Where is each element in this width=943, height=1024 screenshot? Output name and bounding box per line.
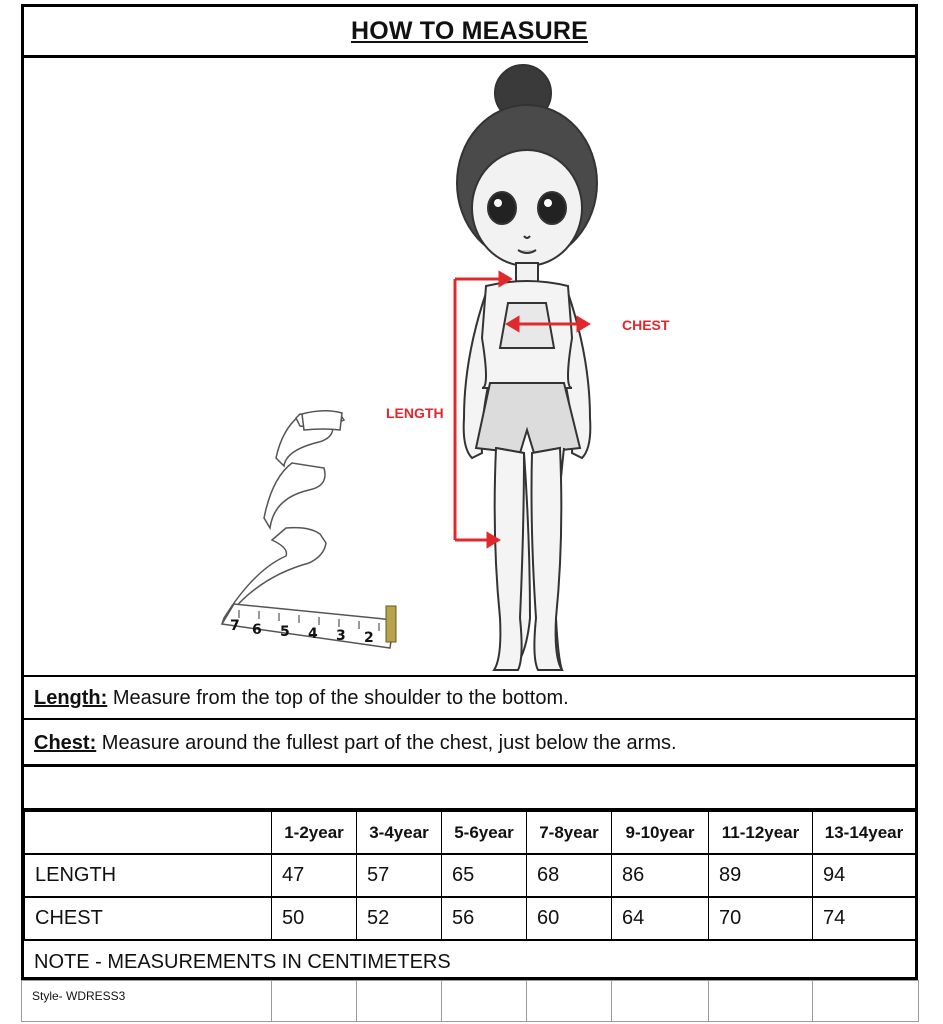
- blank-cell: [612, 981, 709, 1022]
- table-cell: 56: [442, 897, 527, 940]
- table-row: [25, 897, 916, 940]
- header-empty-cell: [25, 811, 272, 854]
- chest-heading: Chest:: [34, 732, 97, 754]
- length-label: LENGTH: [386, 405, 444, 421]
- table-cell: 60: [527, 897, 612, 940]
- column-header: 11-12year: [709, 811, 813, 854]
- style-code: Style- WDRESS3: [22, 981, 272, 1022]
- blank-cell: [527, 981, 612, 1022]
- style-code-table: [21, 980, 919, 1022]
- column-header: 1-2year: [272, 811, 357, 854]
- measurement-illustration: [24, 58, 915, 675]
- measurement-note: NOTE - MEASUREMENTS IN CENTIMETERS: [34, 951, 451, 973]
- table-cell: 47: [272, 854, 357, 897]
- title-bar: [24, 7, 915, 58]
- divider: [24, 764, 915, 767]
- chest-label: CHEST: [622, 317, 670, 333]
- tape-number: 5: [280, 624, 290, 640]
- tape-number: 4: [308, 626, 318, 642]
- size-chart-table: [24, 810, 916, 941]
- blank-cell: [709, 981, 813, 1022]
- table-cell: 89: [709, 854, 813, 897]
- table-cell: 57: [357, 854, 442, 897]
- girl-figure-image: [457, 65, 597, 670]
- column-header: 3-4year: [357, 811, 442, 854]
- table-cell: 65: [442, 854, 527, 897]
- length-heading: Length:: [34, 687, 108, 709]
- length-instruction: [34, 687, 569, 710]
- style-row: [22, 981, 919, 1022]
- tape-end-tab: [386, 606, 396, 642]
- table-cell: 74: [813, 897, 916, 940]
- table-row: [25, 854, 916, 897]
- tape-number: 6: [252, 622, 262, 638]
- column-header: 7-8year: [527, 811, 612, 854]
- tape-number: 7: [230, 618, 240, 634]
- chest-instruction: [34, 732, 677, 755]
- table-cell: 86: [612, 854, 709, 897]
- column-header: 13-14year: [813, 811, 916, 854]
- page-title: HOW TO MEASURE: [350, 16, 589, 45]
- table-cell: 70: [709, 897, 813, 940]
- table-header-row: [25, 811, 916, 854]
- divider: [24, 718, 915, 720]
- blank-cell: [813, 981, 919, 1022]
- blank-cell: [357, 981, 442, 1022]
- table-cell: 50: [272, 897, 357, 940]
- measuring-tape-image: [222, 411, 394, 648]
- table-cell: 52: [357, 897, 442, 940]
- table-cell: 68: [527, 854, 612, 897]
- blank-cell: [272, 981, 357, 1022]
- column-header: 9-10year: [612, 811, 709, 854]
- tape-number: 2: [364, 630, 374, 646]
- table-cell: 64: [612, 897, 709, 940]
- column-header: 5-6year: [442, 811, 527, 854]
- divider: [24, 939, 915, 941]
- row-label: CHEST: [25, 897, 272, 940]
- blank-cell: [442, 981, 527, 1022]
- tape-number: 3: [336, 628, 346, 644]
- row-label: LENGTH: [25, 854, 272, 897]
- size-guide-sheet: [21, 4, 918, 980]
- table-cell: 94: [813, 854, 916, 897]
- length-text: Measure from the top of the shoulder to the bottom.: [107, 687, 569, 709]
- divider: [24, 675, 915, 677]
- chest-text: Measure around the fullest part of the chest, just below the arms.: [96, 732, 677, 754]
